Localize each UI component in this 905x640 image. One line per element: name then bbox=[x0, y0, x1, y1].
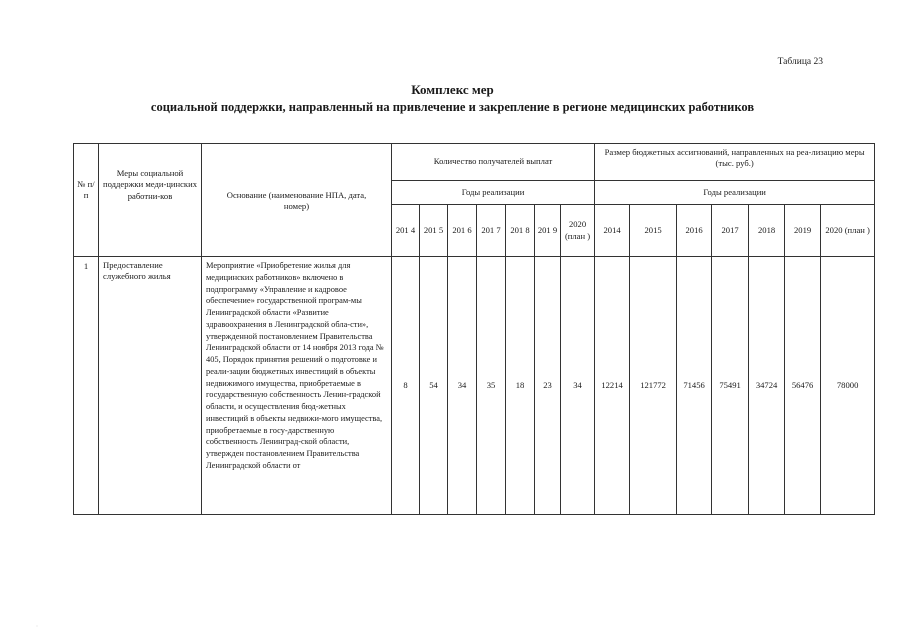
allocation-value: 12214 bbox=[595, 257, 630, 515]
recipients-value: 34 bbox=[448, 257, 477, 515]
allocation-year-header: 2020 (план ) bbox=[821, 205, 875, 257]
header-measures: Меры социальной поддержки меди-цинских работни-ков bbox=[99, 144, 202, 257]
recipient-year-header: 201 9 bbox=[535, 205, 561, 257]
document-title: Комплекс мер bbox=[411, 82, 494, 97]
header-num: № п/ п bbox=[74, 144, 99, 257]
table-number-label: Таблица 23 bbox=[777, 57, 823, 67]
document-subtitle: социальной поддержки, направленный на привлечение и закрепление в регионе медицинских работников bbox=[150, 100, 755, 114]
recipients-value: 23 bbox=[535, 257, 561, 515]
allocation-value: 56476 bbox=[785, 257, 821, 515]
allocation-value: 34724 bbox=[749, 257, 785, 515]
allocation-year-header: 2017 bbox=[712, 205, 749, 257]
recipient-year-header: 201 8 bbox=[506, 205, 535, 257]
recipient-year-header: 201 7 bbox=[477, 205, 506, 257]
recipients-value: 54 bbox=[420, 257, 448, 515]
recipients-value: 34 bbox=[561, 257, 595, 515]
header-years-recipients: Годы реализации bbox=[392, 181, 595, 205]
scan-artifact: ˈ bbox=[36, 626, 38, 632]
allocation-year-header: 2018 bbox=[749, 205, 785, 257]
recipient-year-header: 2020 (план ) bbox=[561, 205, 595, 257]
header-recipients: Количество получателей выплат bbox=[392, 144, 595, 181]
recipient-year-header: 201 6 bbox=[448, 205, 477, 257]
allocation-value: 71456 bbox=[677, 257, 712, 515]
recipient-year-header: 201 5 bbox=[420, 205, 448, 257]
allocation-value: 75491 bbox=[712, 257, 749, 515]
recipients-value: 8 bbox=[392, 257, 420, 515]
support-measures-table bbox=[73, 143, 875, 515]
recipients-value: 35 bbox=[477, 257, 506, 515]
header-years-allocations: Годы реализации bbox=[595, 181, 875, 205]
allocation-year-header: 2019 bbox=[785, 205, 821, 257]
recipients-value: 18 bbox=[506, 257, 535, 515]
row-basis: Мероприятие «Приобретение жилья для медицинских работников» включено в подпрограмму «Управление и кадровое обеспечение» государственной програм-мы Ленинградской области «Развитие здравоохранения в Ленинградской обла-сти», утвержденной постановлением Правительства Ленинградской области от 14 ноября 2013 года № 405, Порядок принятия решений о подготовке и реали-зации бюджетных инвестиций в объекты недвижимого имущества, приобретаемые в государственную собственность Ленин-градской области, и осуществления бюд-жетных инвестиций в объекты недвижи-мого имущества, приобретаемые в госу-дарственную собственность Ленинград-ской области, утвержден постановлением Правительства Ленинградской области от bbox=[202, 257, 392, 515]
recipient-year-header: 201 4 bbox=[392, 205, 420, 257]
allocation-year-header: 2014 bbox=[595, 205, 630, 257]
allocation-year-header: 2016 bbox=[677, 205, 712, 257]
header-basis: Основание (наименование НПА, дата, номер) bbox=[202, 144, 392, 257]
allocation-value: 78000 bbox=[821, 257, 875, 515]
row-measure: Предоставление служебного жилья bbox=[99, 257, 202, 515]
allocation-year-header: 2015 bbox=[630, 205, 677, 257]
row-number: 1 bbox=[74, 257, 99, 515]
header-allocations: Размер бюджетных ассигнований, направленных на реа-лизацию меры (тыс. руб.) bbox=[595, 144, 875, 181]
allocation-value: 121772 bbox=[630, 257, 677, 515]
